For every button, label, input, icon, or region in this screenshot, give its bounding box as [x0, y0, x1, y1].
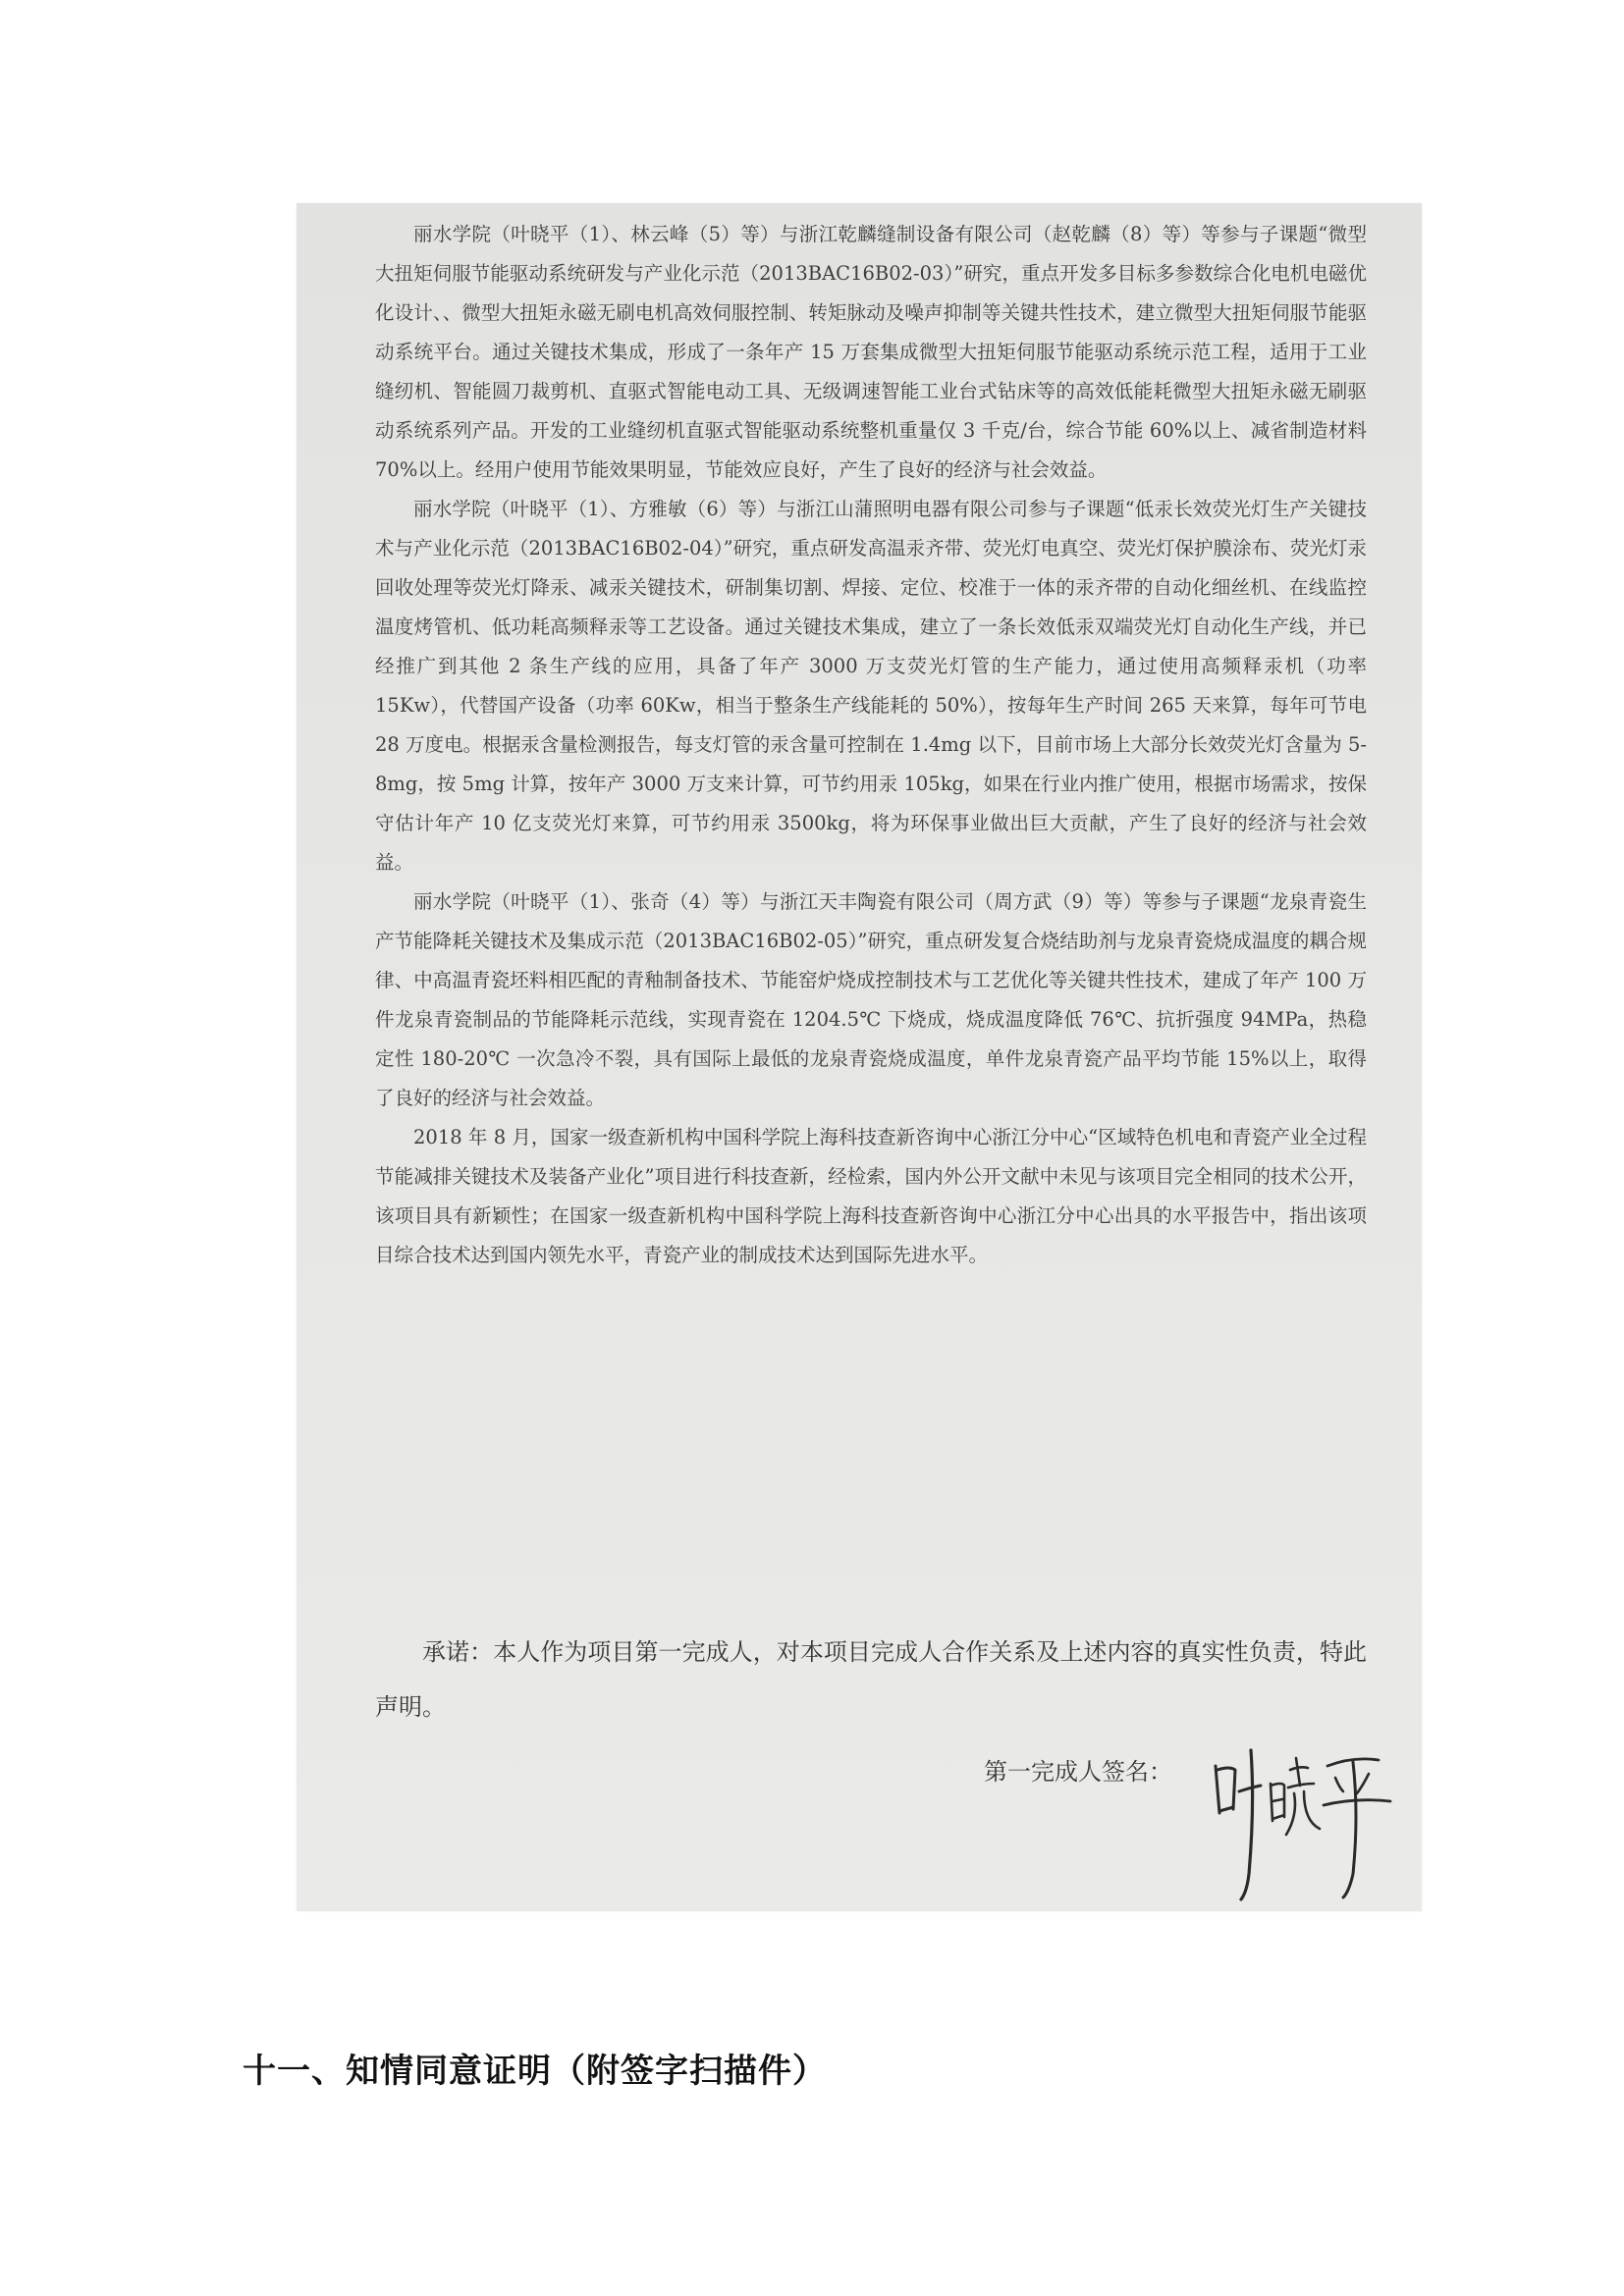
handwritten-signature: [1206, 1727, 1402, 1911]
scan-body: [375, 215, 1367, 1275]
paragraph-novelty-search: 2018 年 8 月，国家一级查新机构中国科学院上海科技查新咨询中心浙江分中心“区域特色机电和青瓷产业全过程节能减排关键技术及装备产业化”项目进行科技查新，经检索，国内外公开文献中未见与该项目完全相同的技术公开，该项目具有新颖性；在国家一级查新机构中国科学院上海科技查新咨询中心浙江分中心出具的水平报告中，指出该项目综合技术达到国内领先水平，青瓷产业的制成技术达到国际先进水平。: [375, 1126, 1367, 1266]
pledge-statement: 承诺：本人作为项目第一完成人，对本项目完成人合作关系及上述内容的真实性负责，特此声明。: [375, 1638, 1367, 1721]
signature-label: 第一完成人签名：: [984, 1758, 1172, 1786]
scanned-page: [297, 203, 1422, 1911]
paragraph-celadon: 丽水学院（叶晓平（1）、张奇（4）等）与浙江天丰陶瓷有限公司（周方武（9）等）等参与子课题“龙泉青瓷生产节能降耗关键技术及集成示范（2013BAC16B02-05）”研究，重点研发复合烧结助剂与龙泉青瓷烧成温度的耦合规律、中高温青瓷坯料相匹配的青釉制备技术、节能窑炉烧成控制技术与工艺优化等关键共性技术，建成了年产 100 万件龙泉青瓷制品的节能降耗示范线，实现青瓷在 1204.5℃ 下烧成，烧成温度降低 76℃、抗折强度 94MPa，热稳定性 180-20℃ 一次急冷不裂，具有国际上最低的龙泉青瓷烧成温度，单件龙泉青瓷产品平均节能 15%以上，取得了良好的经济与社会效益。: [375, 890, 1367, 1109]
paragraph-fluorescent-lamp: 丽水学院（叶晓平（1）、方雅敏（6）等）与浙江山蒲照明电器有限公司参与子课题“低汞长效荧光灯生产关键技术与产业化示范（2013BAC16B02-04）”研究，重点研发高温汞齐带、荧光灯电真空、荧光灯保护膜涂布、荧光灯汞回收处理等荧光灯降汞、减汞关键技术，研制集切割、焊接、定位、校准于一体的汞齐带的自动化细丝机、在线监控温度烤管机、低功耗高频释汞等工艺设备。通过关键技术集成，建立了一条长效低汞双端荧光灯自动化生产线，并已经推广到其他 2 条生产线的应用，具备了年产 3000 万支荧光灯管的生产能力，通过使用高频释汞机（功率 15Kw），代替国产设备（功率 60Kw，相当于整条生产线能耗的 50%），按每年生产时间 265 天来算，每年可节电 28 万度电。根据汞含量检测报告，每支灯管的汞含量可控制在 1.4mg 以下，目前市场上大部分长效荧光灯含量为 5-8mg，按 5mg 计算，按年产 3000 万支来计算，可节约用汞 105kg，如果在行业内推广使用，根据市场需求，按保守估计年产 10 亿支荧光灯来算，可节约用汞 3500kg，将为环保事业做出巨大贡献，产生了良好的经济与社会效益。: [375, 498, 1367, 874]
paragraph-motor-drive: 丽水学院（叶晓平（1）、林云峰（5）等）与浙江乾麟缝制设备有限公司（赵乾麟（8）等）等参与子课题“微型大扭矩伺服节能驱动系统研发与产业化示范（2013BAC16B02-03）”研究，重点开发多目标多参数综合化电机电磁优化设计、、微型大扭矩永磁无刷电机高效伺服控制、转矩脉动及噪声抑制等关键共性技术，建立微型大扭矩伺服节能驱动系统平台。通过关键技术集成，形成了一条年产 15 万套集成微型大扭矩伺服节能驱动系统示范工程，适用于工业缝纫机、智能圆刀裁剪机、直驱式智能电动工具、无级调速智能工业台式钻床等的高效低能耗微型大扭矩永磁无刷驱动系统系列产品。开发的工业缝纫机直驱式智能驱动系统整机重量仅 3 千克/台，综合节能 60%以上、减省制造材料 70%以上。经用户使用节能效果明显，节能效应良好，产生了良好的经济与社会效益。: [375, 223, 1367, 481]
section-heading: 十一、知情同意证明（附签字扫描件）: [243, 2052, 827, 2091]
